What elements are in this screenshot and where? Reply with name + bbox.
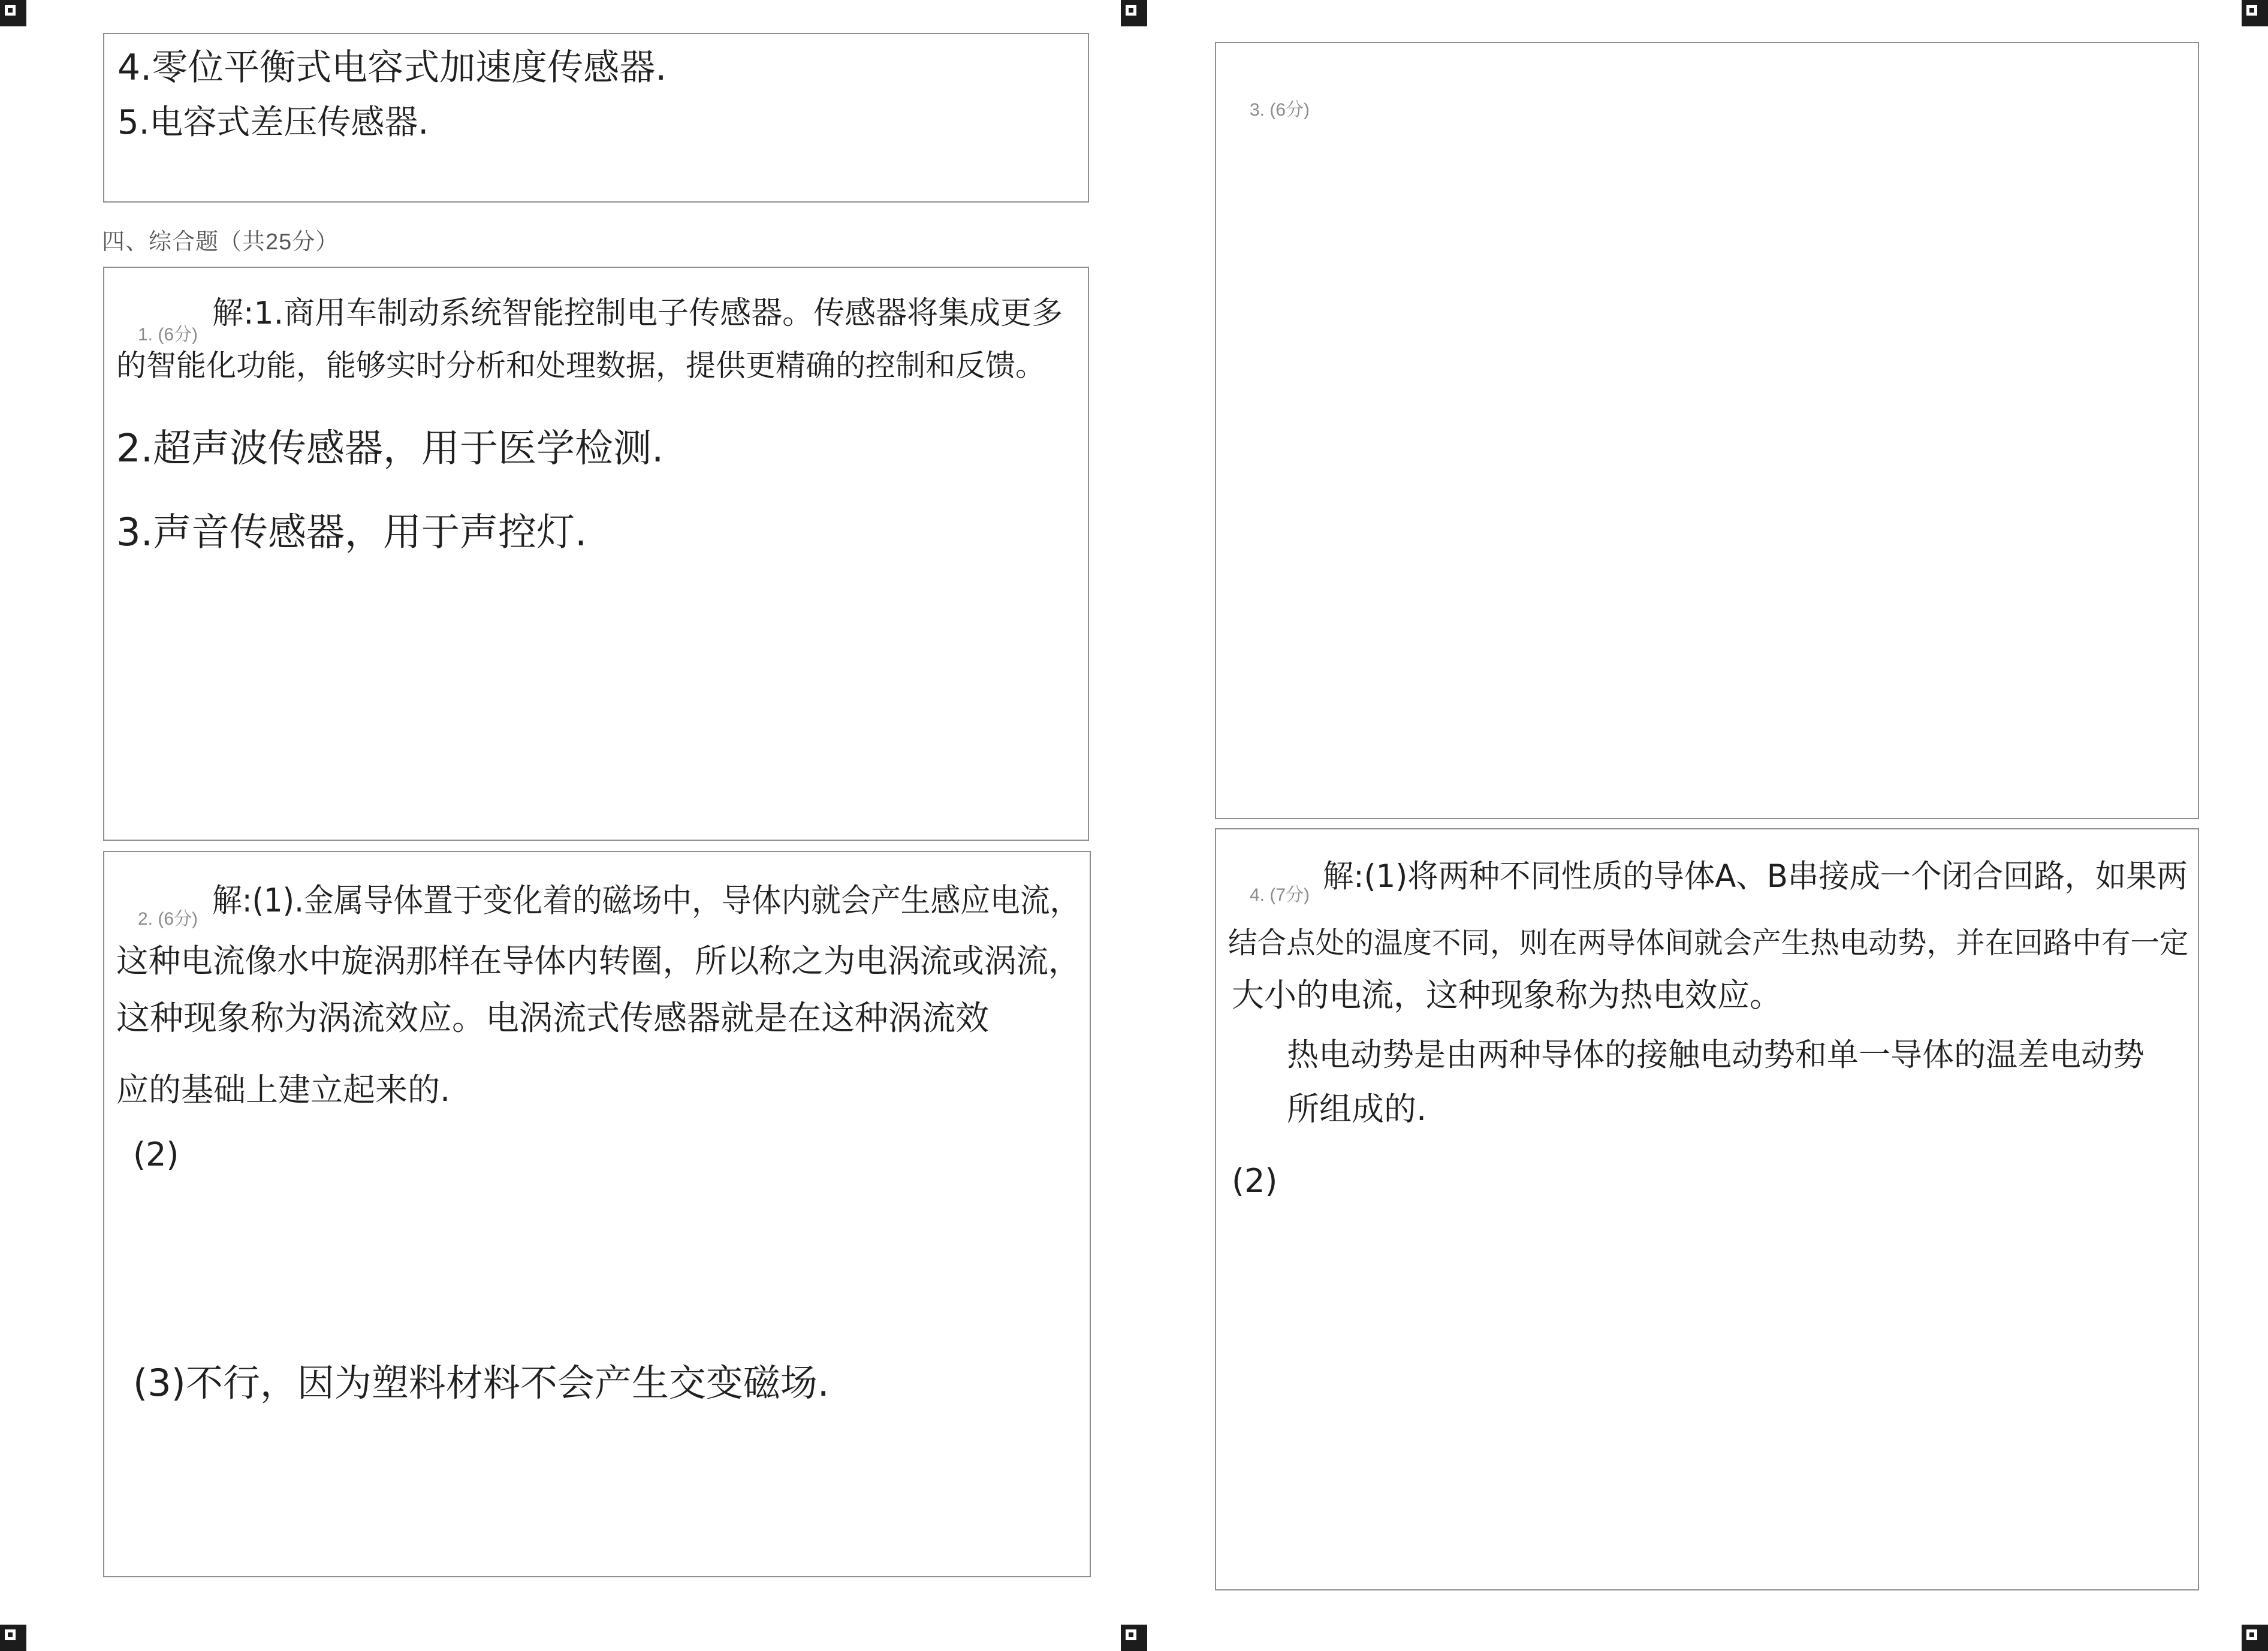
question-label: 4. (7分) [1250, 885, 1310, 905]
registration-marker-bottom-left [0, 1625, 26, 1651]
registration-marker-top-right [2242, 0, 2268, 26]
question-label: 1. (6分) [138, 325, 198, 345]
handwritten-line: 这种电流像水中旋涡那样在导体内转圈，所以称之为电涡流或涡流， [116, 942, 1081, 980]
handwritten-line: (2) [1232, 1162, 1278, 1200]
handwritten-line: 4.零位平衡式电容式加速度传感器. [117, 47, 667, 89]
registration-marker-top-left [0, 0, 26, 26]
handwritten-line: 结合点处的温度不同，则在两导体间就会产生热电动势，并在回路中有一定 [1228, 926, 2189, 960]
handwritten-line: 热电动势是由两种导体的接触电动势和单一导体的温差电动势 [1287, 1037, 2145, 1073]
handwritten-line: (2) [133, 1136, 179, 1173]
registration-marker-bottom-center [1121, 1625, 1147, 1651]
registration-marker-top-center [1121, 0, 1147, 26]
registration-marker-bottom-right [2242, 1625, 2268, 1651]
answer-box-q2[interactable] [103, 851, 1091, 1577]
handwritten-line: 所组成的. [1287, 1090, 1427, 1128]
answer-box-q4[interactable] [1215, 828, 2199, 1590]
question-label: 3. (6分) [1250, 100, 1310, 120]
question-label: 2. (6分) [138, 909, 198, 929]
section-title: 四、综合题（共25分） [102, 230, 339, 255]
handwritten-line: 的智能化功能，能够实时分析和处理数据，提供更精确的控制和反馈。 [116, 348, 1045, 383]
handwritten-line: 应的基础上建立起来的. [116, 1071, 451, 1109]
answer-box-q3[interactable] [1215, 42, 2199, 819]
handwritten-line: 5.电容式差压传感器. [117, 103, 429, 142]
handwritten-line: 解:1.商用车制动系统智能控制电子传感器。传感器将集成更多 [212, 295, 1063, 331]
handwritten-line: (3)不行，因为塑料材料不会产生交变磁场. [133, 1361, 830, 1405]
handwritten-line: 解:(1)将两种不同性质的导体A、B串接成一个闭合回路，如果两 [1323, 858, 2188, 895]
handwritten-line: 这种现象称为涡流效应。电涡流式传感器就是在这种涡流效 [116, 999, 989, 1038]
answer-box-q1[interactable] [103, 267, 1089, 841]
handwritten-line: 3.声音传感器，用于声控灯. [116, 511, 587, 555]
handwritten-line: 解:(1).金属导体置于变化着的磁场中，导体内就会产生感应电流， [212, 882, 1080, 919]
answer-box-prev-question[interactable] [103, 33, 1089, 203]
handwritten-line: 大小的电流，这种现象称为热电效应。 [1232, 976, 1782, 1014]
handwritten-line: 2.超声波传感器，用于医学检测. [116, 427, 664, 471]
